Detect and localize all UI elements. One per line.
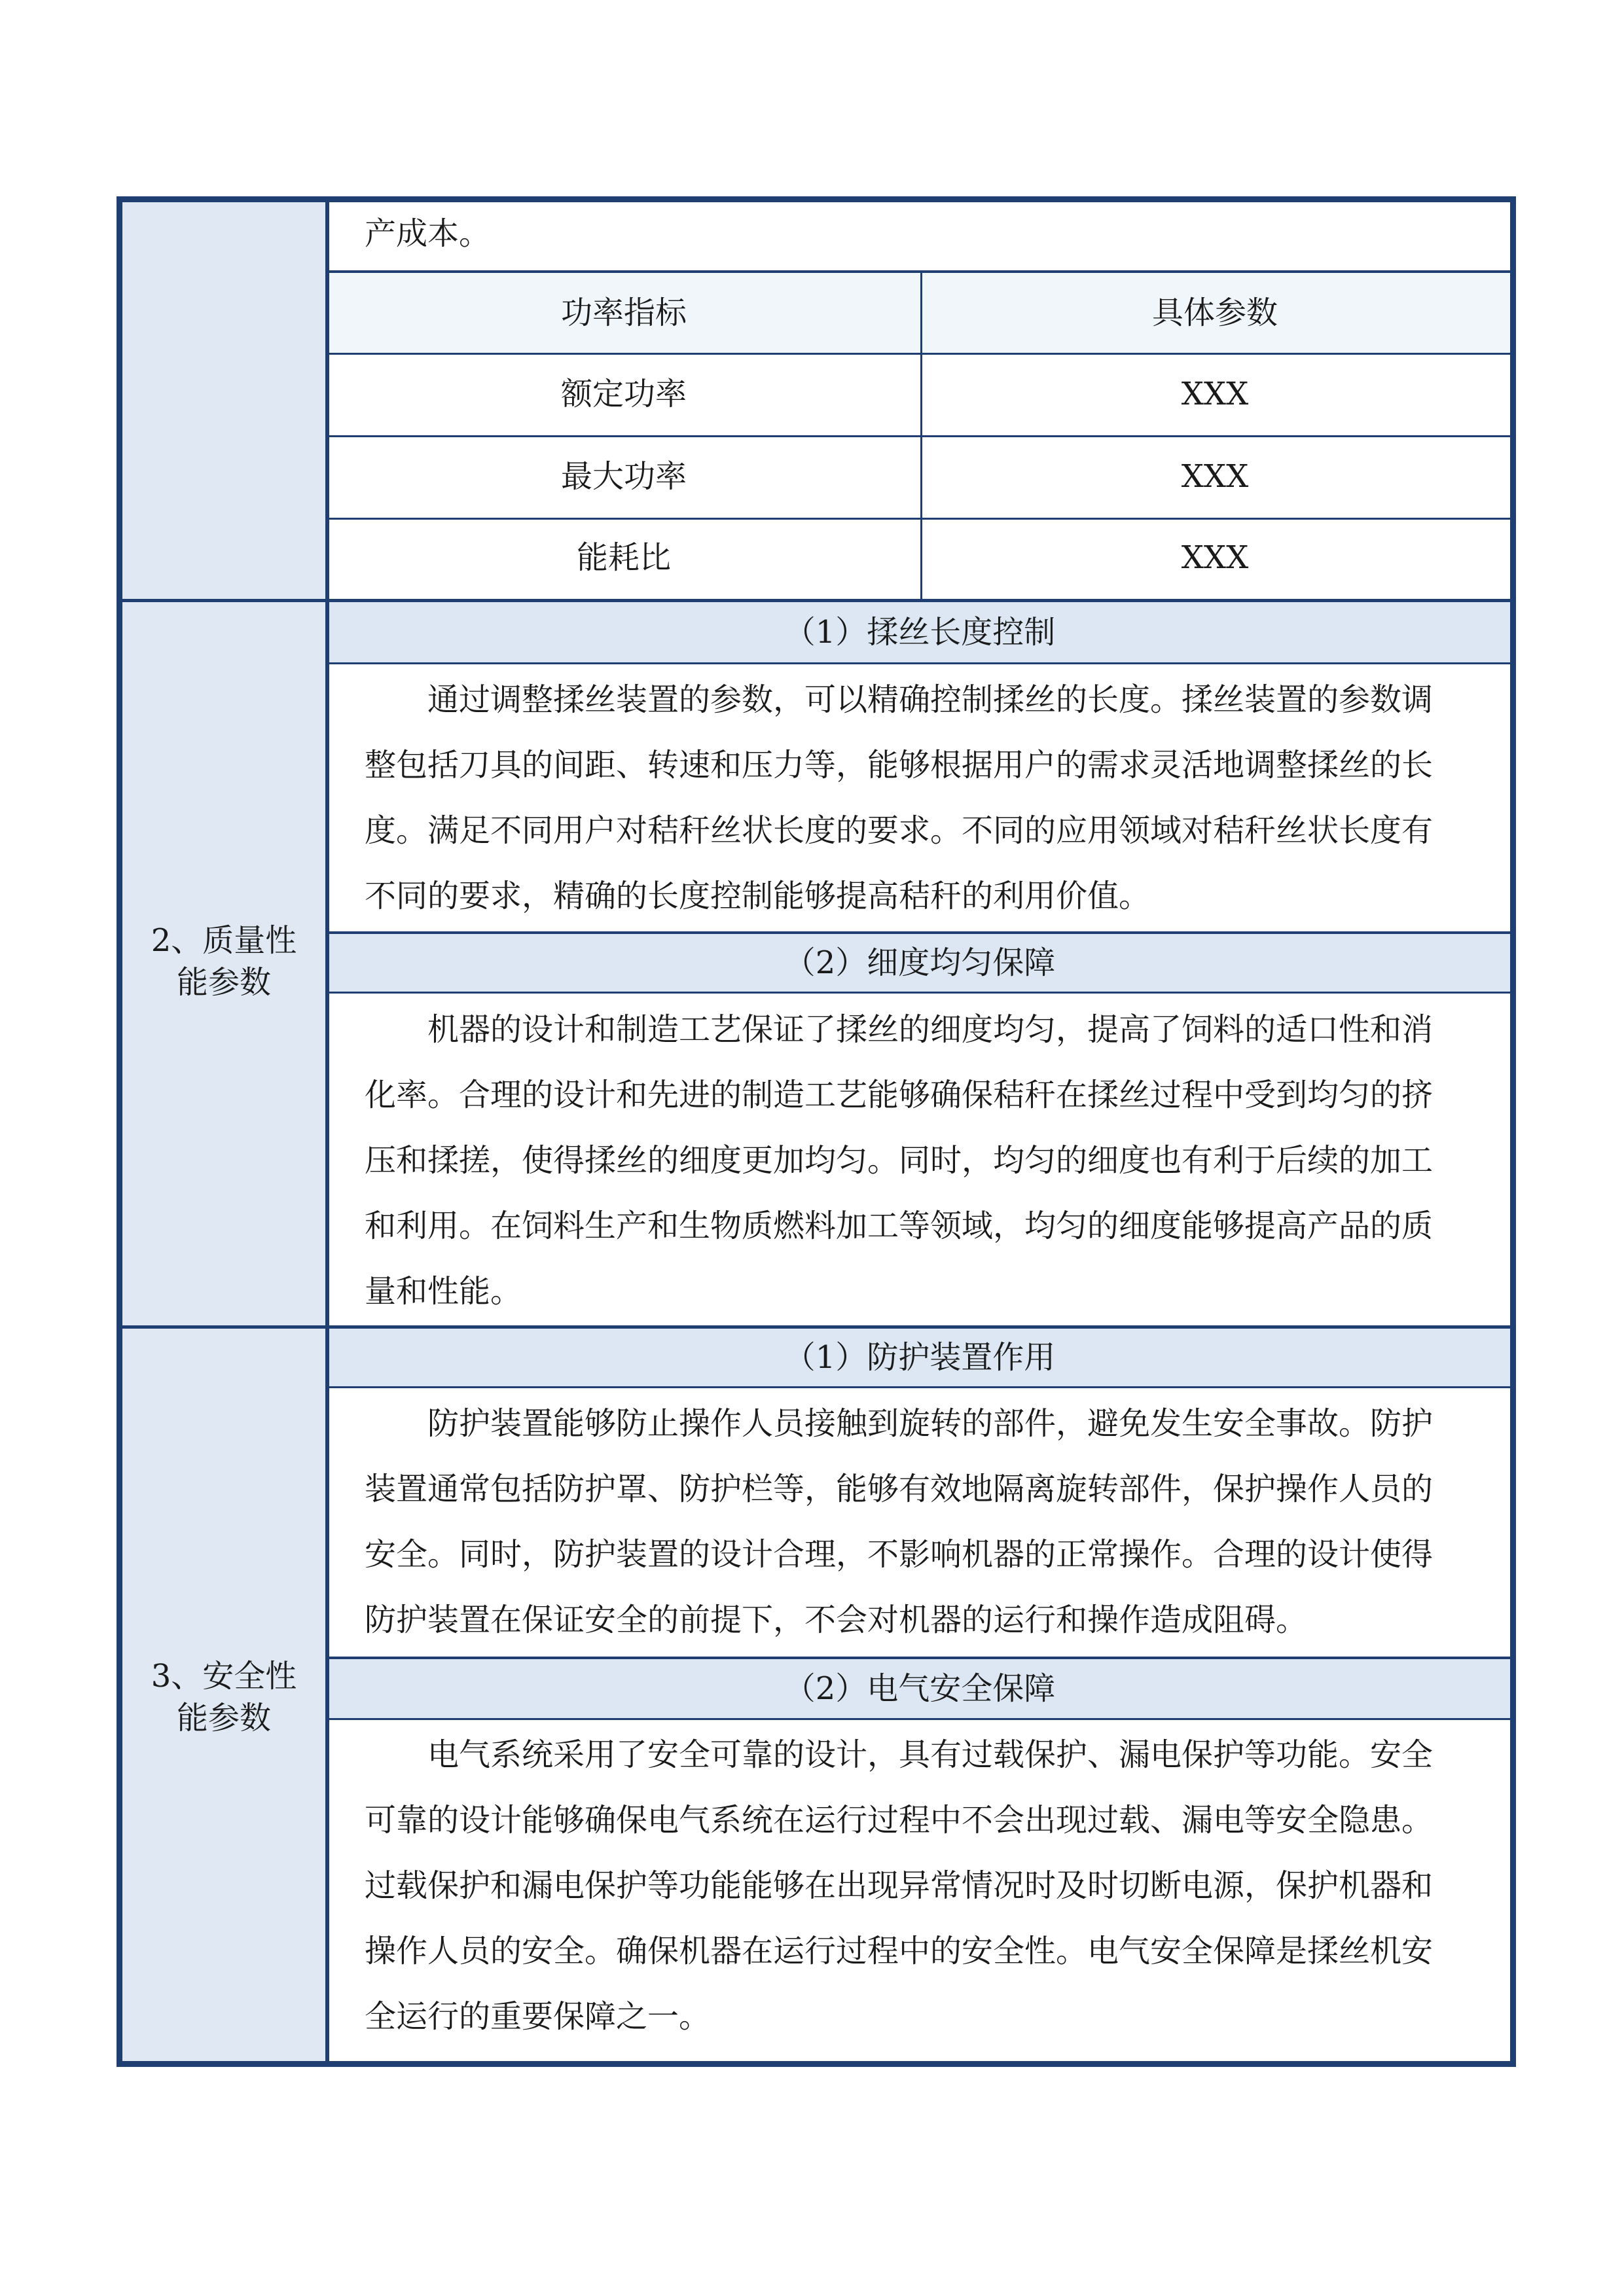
power-row-value: XXX xyxy=(1181,458,1249,495)
spec-table-frame xyxy=(117,196,1516,2067)
section3-sub1-line: 装置通常包括防护罩、防护栏等，能够有效地隔离旋转部件，保护操作人员的 xyxy=(365,1471,1434,1507)
section3-sub1-line: 安全。同时，防护装置的设计合理，不影响机器的正常操作。合理的设计使得 xyxy=(365,1536,1434,1573)
divider xyxy=(329,435,1510,437)
section2-sub2-line: 和利用。在饲料生产和生物质燃料加工等领域，均匀的细度能够提高产品的质 xyxy=(365,1208,1434,1244)
section3-sub2-line: 可靠的设计能够确保电气系统在运行过程中不会出现过载、漏电等安全隐患。 xyxy=(365,1802,1434,1839)
section3-sub2-title: （2）电气安全保障 xyxy=(329,1659,1510,1718)
section2-sub2-title: （2）细度均匀保障 xyxy=(329,934,1510,992)
continuation-text: 产成本。 xyxy=(365,215,491,252)
section3-sub1-line: 防护装置能够防止操作人员接触到旋转的部件，避免发生安全事故。防护 xyxy=(427,1405,1434,1442)
divider xyxy=(329,1386,1510,1388)
divider xyxy=(329,353,1510,355)
power-row-metric: 额定功率 xyxy=(560,376,687,412)
section2-sub1-line: 不同的要求，精确的长度控制能够提高秸秆的利用价值。 xyxy=(365,878,1151,914)
section2-sub1-line: 通过调整揉丝装置的参数，可以精确控制揉丝的长度。揉丝装置的参数调 xyxy=(427,681,1434,718)
divider xyxy=(329,992,1510,994)
section2-sub2-line: 量和性能。 xyxy=(365,1273,522,1310)
section3-sub2-line: 电气系统采用了安全可靠的设计，具有过载保护、漏电保护等功能。安全 xyxy=(427,1736,1434,1773)
divider xyxy=(329,1718,1510,1720)
section3-label-line2: 能参数 xyxy=(176,1700,271,1736)
power-row-metric: 最大功率 xyxy=(560,458,687,495)
section2-sub1-line: 度。满足不同用户对秸秆丝状长度的要求。不同的应用领域对秸秆丝状长度有 xyxy=(365,812,1434,849)
divider xyxy=(329,662,1510,664)
section2-sub2-line: 化率。合理的设计和先进的制造工艺能够确保秸秆在揉丝过程中受到均匀的挤 xyxy=(365,1077,1434,1113)
power-table-header-value: 具体参数 xyxy=(1151,295,1278,331)
section2-sub1-line: 整包括刀具的间距、转速和压力等，能够根据用户的需求灵活地调整揉丝的长 xyxy=(365,747,1434,783)
section3-sub2-line: 操作人员的安全。确保机器在运行过程中的安全性。电气安全保障是揉丝机安 xyxy=(365,1933,1434,1969)
section3-sub1-line: 防护装置在保证安全的前提下，不会对机器的运行和操作造成阻碍。 xyxy=(365,1602,1308,1638)
section2-sub1-title: （1）揉丝长度控制 xyxy=(329,602,1510,662)
section3-sub2-line: 过载保护和漏电保护等功能能够在出现异常情况时及时切断电源，保护机器和 xyxy=(365,1867,1434,1904)
section2-label-line1: 2、质量性 xyxy=(151,922,297,959)
section3-sub1-title: （1）防护装置作用 xyxy=(329,1329,1510,1386)
category-column xyxy=(122,202,329,2061)
section2-label-line2: 能参数 xyxy=(176,964,271,1001)
section3-sub2-line: 全运行的重要保障之一。 xyxy=(365,1998,711,2035)
power-row-value: XXX xyxy=(1181,376,1249,412)
power-row-value: XXX xyxy=(1181,539,1249,576)
section2-sub2-line: 压和揉搓，使得揉丝的细度更加均匀。同时，均匀的细度也有利于后续的加工 xyxy=(365,1142,1434,1179)
section3-label-line1: 3、安全性 xyxy=(151,1658,297,1695)
power-table-header-metric: 功率指标 xyxy=(560,295,687,331)
power-table-column-divider xyxy=(920,272,922,599)
divider xyxy=(329,518,1510,520)
section2-sub2-line: 机器的设计和制造工艺保证了揉丝的细度均匀，提高了饲料的适口性和消 xyxy=(427,1011,1434,1048)
power-row-metric: 能耗比 xyxy=(576,539,671,576)
